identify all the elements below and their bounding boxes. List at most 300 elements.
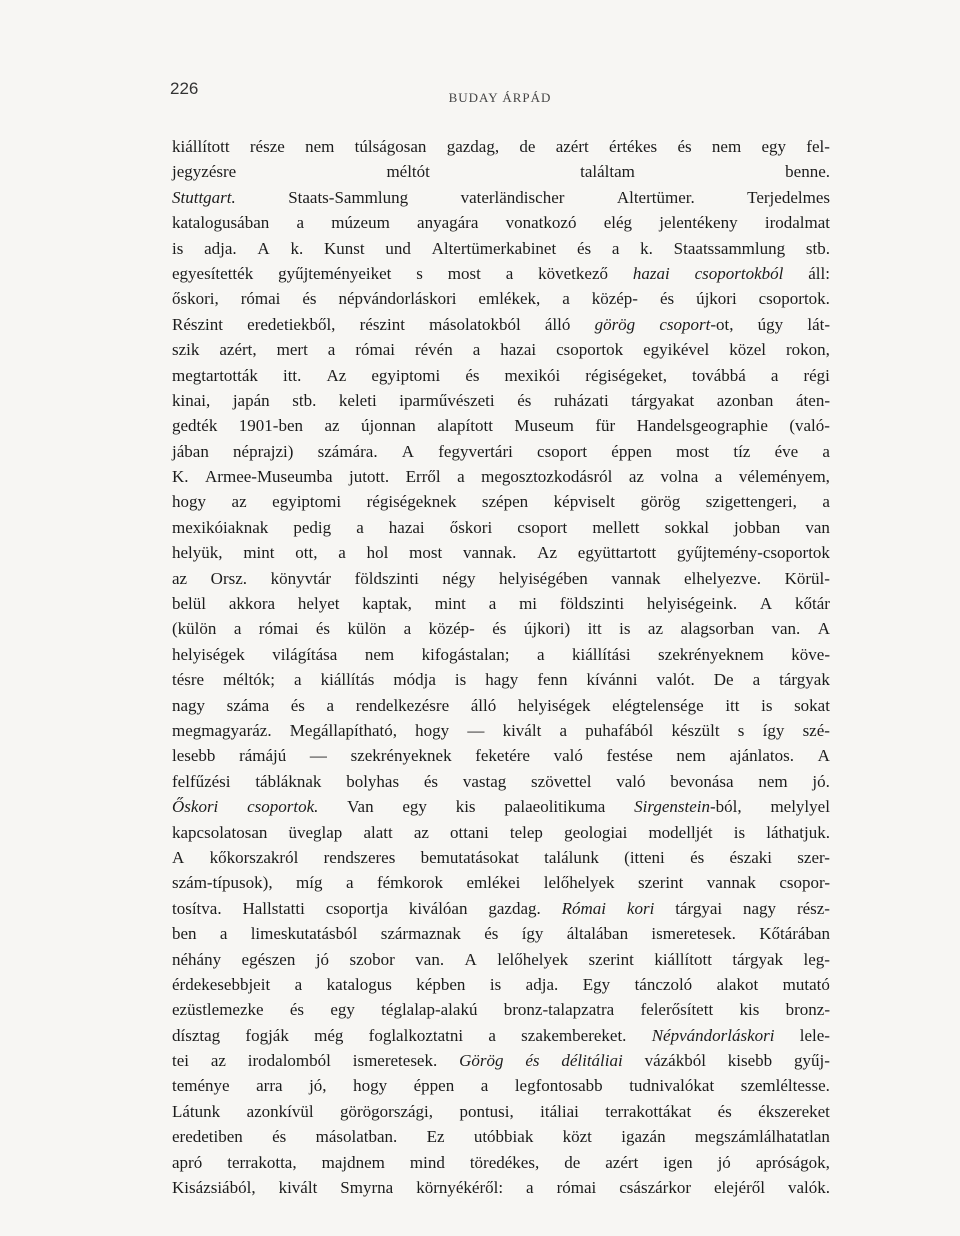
word: régi bbox=[803, 365, 830, 385]
word: szépen bbox=[481, 492, 529, 512]
word: szekrényeknem bbox=[658, 644, 764, 664]
word: fel- bbox=[806, 137, 830, 156]
text-line bbox=[172, 642, 830, 667]
word: hol bbox=[366, 543, 389, 563]
word: tánczoló bbox=[634, 974, 693, 994]
word: itt. bbox=[282, 365, 302, 385]
word: — bbox=[467, 720, 485, 740]
word: közel bbox=[729, 340, 767, 360]
word: gyűj- bbox=[794, 1051, 830, 1071]
text-line bbox=[172, 1150, 830, 1175]
word: alapított bbox=[437, 416, 493, 436]
word: úgy bbox=[757, 314, 784, 334]
word: a bbox=[822, 492, 830, 512]
word: az bbox=[231, 492, 247, 512]
word: tésre bbox=[172, 670, 205, 690]
word: görög bbox=[594, 314, 636, 334]
word: is bbox=[172, 238, 184, 258]
word: bevonása bbox=[670, 771, 734, 791]
text-line bbox=[172, 363, 830, 388]
word: jelentékeny bbox=[659, 213, 738, 233]
word: is bbox=[761, 695, 773, 715]
word: volna bbox=[660, 467, 699, 487]
word: és bbox=[315, 619, 331, 639]
word: egyesítették bbox=[172, 263, 254, 283]
word: kiállítás bbox=[320, 670, 375, 690]
word: része bbox=[249, 137, 285, 156]
word: kis bbox=[455, 797, 476, 817]
word: ott, bbox=[295, 543, 318, 563]
word: éppen bbox=[413, 1076, 455, 1096]
word: bemutatásokat bbox=[420, 847, 519, 867]
word: csoportok. bbox=[758, 289, 830, 309]
word: puhafából bbox=[585, 720, 654, 740]
word: megtartották bbox=[172, 365, 258, 385]
word: azért bbox=[605, 1152, 639, 1172]
text-line bbox=[172, 769, 830, 794]
word: elhelyezve. bbox=[684, 568, 761, 588]
word: római bbox=[556, 1178, 597, 1198]
word: egy bbox=[402, 797, 427, 817]
word: hazai bbox=[632, 263, 670, 283]
word: szik bbox=[172, 340, 200, 360]
text-line bbox=[172, 794, 830, 819]
word: jobban bbox=[734, 517, 781, 537]
word: elég bbox=[603, 213, 633, 233]
word: itt bbox=[725, 695, 740, 715]
word: éve bbox=[774, 441, 799, 461]
word: irodalomból bbox=[247, 1051, 331, 1071]
word: Görög bbox=[459, 1051, 504, 1071]
word: csoport bbox=[537, 441, 588, 461]
word: Armee-Museumba bbox=[205, 467, 333, 487]
word: Erről bbox=[405, 467, 441, 487]
word: vaterländischer bbox=[460, 187, 565, 207]
word: módja bbox=[393, 670, 436, 690]
text-line bbox=[172, 820, 830, 845]
word: néprajzi) bbox=[233, 441, 294, 461]
word: régiségeket, bbox=[585, 365, 667, 385]
word: szer- bbox=[797, 847, 830, 867]
word: szerint bbox=[638, 873, 684, 893]
text-line bbox=[172, 210, 830, 235]
word: nagy bbox=[172, 695, 206, 715]
word: A bbox=[401, 441, 415, 461]
word: a bbox=[219, 924, 228, 944]
word: kivált bbox=[278, 1178, 318, 1198]
word: terrakottákat bbox=[605, 1101, 692, 1121]
word: földszinti bbox=[559, 594, 625, 614]
word: a bbox=[752, 670, 761, 690]
word: így bbox=[521, 924, 544, 944]
word: vannak bbox=[706, 873, 756, 893]
word: A bbox=[257, 238, 270, 258]
word: száma bbox=[226, 695, 270, 715]
word: éppen bbox=[611, 441, 652, 461]
word: egyiptomi bbox=[272, 492, 342, 512]
word: méltót bbox=[386, 162, 430, 182]
word: Kunst bbox=[323, 238, 365, 258]
word: révén bbox=[414, 340, 453, 360]
word: majdnem bbox=[321, 1152, 385, 1172]
word: ottani bbox=[450, 822, 489, 842]
word: a bbox=[505, 263, 514, 283]
word: dísztag bbox=[172, 1025, 221, 1045]
word: a bbox=[294, 974, 303, 994]
word: szövettel bbox=[531, 771, 592, 791]
word: ékszereket bbox=[758, 1101, 830, 1121]
text-line bbox=[172, 159, 830, 184]
word: festése bbox=[606, 746, 653, 766]
word: gazdag, bbox=[446, 137, 500, 156]
text-line bbox=[172, 896, 830, 921]
word: görög bbox=[640, 492, 681, 512]
word: hazai bbox=[388, 517, 425, 537]
word: véleményem, bbox=[738, 467, 830, 487]
word: a bbox=[488, 594, 497, 614]
word: téglalap-alakú bbox=[381, 1000, 478, 1020]
text-line bbox=[172, 616, 830, 641]
text-line bbox=[172, 693, 830, 718]
word: gazdag. bbox=[488, 898, 541, 918]
text-line bbox=[172, 1023, 830, 1048]
word: csopor- bbox=[779, 873, 830, 893]
word: rész- bbox=[796, 898, 830, 918]
word: 1901-ben bbox=[238, 416, 303, 436]
word: azért bbox=[555, 137, 589, 156]
word: apróságok, bbox=[755, 1152, 830, 1172]
word: Az bbox=[537, 543, 557, 563]
word: japán bbox=[232, 390, 270, 410]
text-line bbox=[172, 566, 830, 591]
text-line bbox=[172, 312, 830, 337]
word: pedig bbox=[293, 517, 332, 537]
word: így bbox=[762, 720, 785, 740]
word: helyiségeink. bbox=[646, 594, 738, 614]
word: mellett bbox=[592, 517, 640, 537]
word: északi bbox=[729, 847, 772, 867]
word: gedték bbox=[172, 416, 218, 436]
word: a bbox=[488, 1025, 496, 1045]
word: mert bbox=[276, 340, 308, 360]
word: stb. bbox=[292, 390, 317, 410]
word: a bbox=[822, 441, 830, 461]
word: most bbox=[409, 543, 443, 563]
word: akkora bbox=[228, 594, 276, 614]
word: Van bbox=[347, 797, 374, 817]
word: mint bbox=[243, 543, 275, 563]
word: Altertümerkabinet bbox=[431, 238, 557, 258]
word: apró bbox=[172, 1152, 203, 1172]
word: vastag bbox=[462, 771, 507, 791]
word: ezüstlemezke bbox=[172, 1000, 264, 1020]
word: (való- bbox=[789, 416, 830, 436]
word: sokat bbox=[794, 695, 830, 715]
word: azonkívül bbox=[246, 1101, 314, 1121]
word: k. bbox=[640, 238, 653, 258]
word: Egy bbox=[582, 974, 611, 994]
word: érdekesebbjeit bbox=[172, 974, 271, 994]
word: alatt bbox=[363, 822, 393, 842]
word: jó. bbox=[812, 771, 830, 791]
word: hogy bbox=[415, 720, 450, 740]
word: gyűjtemény-csoportok bbox=[676, 543, 830, 563]
word: fenn bbox=[537, 670, 568, 690]
word: Körül- bbox=[784, 568, 830, 588]
word: helyiségek bbox=[172, 644, 245, 664]
word: és bbox=[423, 771, 439, 791]
word: általában bbox=[566, 924, 629, 944]
word: és bbox=[517, 390, 532, 410]
word: nagy bbox=[743, 898, 777, 918]
word: elégtelensége bbox=[612, 695, 704, 715]
word: K. bbox=[172, 467, 189, 487]
word: találunk bbox=[544, 847, 599, 867]
word: adja. bbox=[525, 974, 559, 994]
word: és bbox=[290, 695, 305, 715]
word: és bbox=[465, 365, 480, 385]
word: legfontosabb bbox=[514, 1076, 603, 1096]
page-number: 226 bbox=[170, 79, 199, 98]
word: tárgyakat bbox=[631, 390, 695, 410]
running-head: BUDAY ÁRPÁD bbox=[448, 90, 552, 105]
word: újkori bbox=[696, 289, 737, 309]
word: még bbox=[314, 1025, 344, 1045]
text-line bbox=[172, 667, 830, 692]
word: és bbox=[302, 289, 317, 309]
word: közt bbox=[562, 1127, 592, 1147]
word: Smyrna bbox=[340, 1178, 394, 1198]
word: egyiptomi bbox=[371, 365, 441, 385]
word: kiállított bbox=[172, 137, 230, 156]
text-line bbox=[172, 997, 830, 1022]
word: stb. bbox=[805, 238, 830, 258]
word: szé- bbox=[802, 720, 830, 740]
word: múzeum bbox=[331, 213, 390, 233]
word: a bbox=[480, 1076, 489, 1096]
word: tei bbox=[172, 1051, 189, 1071]
word: találtam bbox=[580, 162, 635, 182]
word: hogy bbox=[353, 1076, 388, 1096]
word: Megállapítható, bbox=[289, 720, 397, 740]
word: Látunk bbox=[172, 1101, 221, 1121]
word: Kisázsiából, bbox=[172, 1178, 256, 1198]
word: jutott. bbox=[349, 467, 390, 487]
word: kiválóan bbox=[408, 898, 468, 918]
word: gyűjteményeiket bbox=[278, 263, 392, 283]
word: Őskori bbox=[172, 797, 219, 817]
word: kiállított bbox=[654, 949, 712, 969]
word: fogják bbox=[245, 1025, 289, 1045]
word: Római bbox=[561, 898, 607, 918]
word: népvándorláskori bbox=[338, 289, 457, 309]
word: az bbox=[647, 619, 664, 639]
text-line bbox=[172, 236, 830, 261]
word: Népvándorláskori bbox=[651, 1025, 775, 1045]
word: a bbox=[536, 644, 545, 664]
text-line bbox=[172, 185, 830, 210]
word: A bbox=[817, 619, 830, 639]
word: ben bbox=[172, 924, 197, 944]
text-line bbox=[172, 743, 830, 768]
word: elejéről bbox=[714, 1178, 765, 1198]
word: lát- bbox=[807, 314, 830, 334]
text-line bbox=[172, 947, 830, 972]
word: adja. bbox=[204, 238, 237, 258]
word: való bbox=[616, 771, 646, 791]
body-text bbox=[172, 134, 830, 1200]
word: a bbox=[770, 365, 779, 385]
word: ismeretesek. bbox=[352, 1051, 438, 1071]
word: hogy bbox=[172, 492, 206, 512]
word: Staats-Sammlung bbox=[288, 187, 409, 207]
word: Az bbox=[326, 365, 347, 385]
word: igazán bbox=[621, 1127, 666, 1147]
word: hagy bbox=[485, 670, 519, 690]
word: van bbox=[805, 517, 830, 537]
word: tárgyai bbox=[675, 898, 723, 918]
word: csoport bbox=[517, 517, 568, 537]
word: van. bbox=[771, 619, 801, 639]
word: nem bbox=[305, 137, 335, 156]
text-line bbox=[172, 1073, 830, 1098]
word: környékéről: bbox=[416, 1178, 504, 1198]
word: Hallstatti bbox=[242, 898, 305, 918]
word: eredetiekből, bbox=[247, 314, 336, 334]
word: a bbox=[296, 213, 305, 233]
word: földszinti bbox=[354, 568, 419, 588]
word: rendszeres bbox=[323, 847, 396, 867]
word: a bbox=[562, 289, 570, 309]
word: mi bbox=[519, 594, 538, 614]
word: és bbox=[272, 1127, 287, 1147]
word: anyagára bbox=[417, 213, 479, 233]
word: teménye bbox=[172, 1076, 230, 1096]
text-line bbox=[172, 591, 830, 616]
word: csoportokból bbox=[694, 263, 784, 283]
word: az bbox=[172, 568, 188, 588]
word: is bbox=[454, 670, 467, 690]
word: bronz- bbox=[785, 1000, 830, 1020]
word: származnak bbox=[380, 924, 461, 944]
text-line bbox=[172, 921, 830, 946]
word: für bbox=[595, 416, 616, 436]
word: a bbox=[714, 467, 723, 487]
word: egészen bbox=[241, 949, 296, 969]
word: helyük, bbox=[172, 543, 223, 563]
word: van. bbox=[415, 949, 445, 969]
word: tudnivalókat bbox=[629, 1076, 715, 1096]
word: a bbox=[294, 670, 302, 690]
word: is bbox=[619, 619, 631, 639]
word: terrakotta, bbox=[227, 1152, 297, 1172]
word: kőtár bbox=[795, 594, 830, 614]
word: együttartott bbox=[577, 543, 657, 563]
word: jó bbox=[717, 1152, 731, 1172]
word: közép- bbox=[428, 619, 475, 639]
word: kívánni bbox=[586, 670, 638, 690]
word: (itteni bbox=[624, 847, 665, 867]
word: és bbox=[484, 924, 499, 944]
text-line bbox=[172, 515, 830, 540]
word: négy bbox=[442, 568, 476, 588]
word: álló bbox=[544, 314, 571, 334]
word: az bbox=[324, 416, 340, 436]
word: Altertümer. bbox=[616, 187, 695, 207]
word: Sirgenstein-ból, bbox=[634, 797, 742, 817]
word: itáliai bbox=[540, 1101, 579, 1121]
word: a bbox=[457, 467, 465, 487]
word: helyiségek bbox=[517, 695, 591, 715]
word: ismeretesek. bbox=[651, 924, 736, 944]
word: limeskutatásból bbox=[250, 924, 358, 944]
word: azért, bbox=[219, 340, 257, 360]
word: a bbox=[472, 340, 481, 360]
word: részint bbox=[359, 314, 405, 334]
word: és bbox=[690, 847, 705, 867]
word: másolatban. bbox=[315, 1127, 398, 1147]
word: és bbox=[576, 238, 592, 258]
word: bronz-talapzatra bbox=[503, 1000, 615, 1020]
word: a bbox=[326, 695, 335, 715]
text-line bbox=[172, 337, 830, 362]
word: értékes bbox=[609, 137, 658, 156]
word: képviselt bbox=[553, 492, 616, 512]
word: Handelsgeographie bbox=[636, 416, 768, 436]
word: ruházati bbox=[553, 390, 609, 410]
word: készült bbox=[671, 720, 720, 740]
word: római bbox=[355, 340, 395, 360]
word: leg- bbox=[803, 949, 830, 969]
word: helyiségében bbox=[499, 568, 588, 588]
word: míg bbox=[296, 873, 323, 893]
word: foglalkoztatni bbox=[368, 1025, 464, 1045]
word: közép- bbox=[591, 289, 638, 309]
word: rendelkezésre bbox=[355, 695, 450, 715]
word: újkori) bbox=[523, 619, 571, 639]
word: tárgyak bbox=[732, 949, 784, 969]
word: katalogusában bbox=[172, 213, 270, 233]
word: őskori, bbox=[172, 289, 219, 309]
word: egy bbox=[761, 137, 787, 156]
word: hazai bbox=[500, 340, 537, 360]
word: Stuttgart. bbox=[172, 187, 236, 207]
text-line bbox=[172, 413, 830, 438]
word: kiállítási bbox=[572, 644, 631, 664]
word: mexikói bbox=[504, 365, 561, 385]
text-line bbox=[172, 489, 830, 514]
word: tárgyak bbox=[779, 670, 830, 690]
word: felfűzési bbox=[172, 771, 231, 791]
word: most bbox=[676, 441, 710, 461]
word: képben bbox=[416, 974, 466, 994]
word: kapcsolatosan bbox=[172, 822, 268, 842]
word: itt bbox=[587, 619, 602, 639]
word: a bbox=[345, 873, 354, 893]
word: üveglap bbox=[288, 822, 343, 842]
word: belül bbox=[172, 594, 206, 614]
word: csoportok. bbox=[247, 797, 319, 817]
word: s bbox=[737, 720, 745, 740]
word: csoportja bbox=[325, 898, 389, 918]
word: lele- bbox=[799, 1025, 830, 1045]
word: szobor bbox=[349, 949, 395, 969]
text-line bbox=[172, 286, 830, 311]
word: De bbox=[713, 670, 734, 690]
word: római bbox=[258, 619, 299, 639]
word: a bbox=[611, 238, 620, 258]
word: lesebb bbox=[172, 746, 216, 766]
